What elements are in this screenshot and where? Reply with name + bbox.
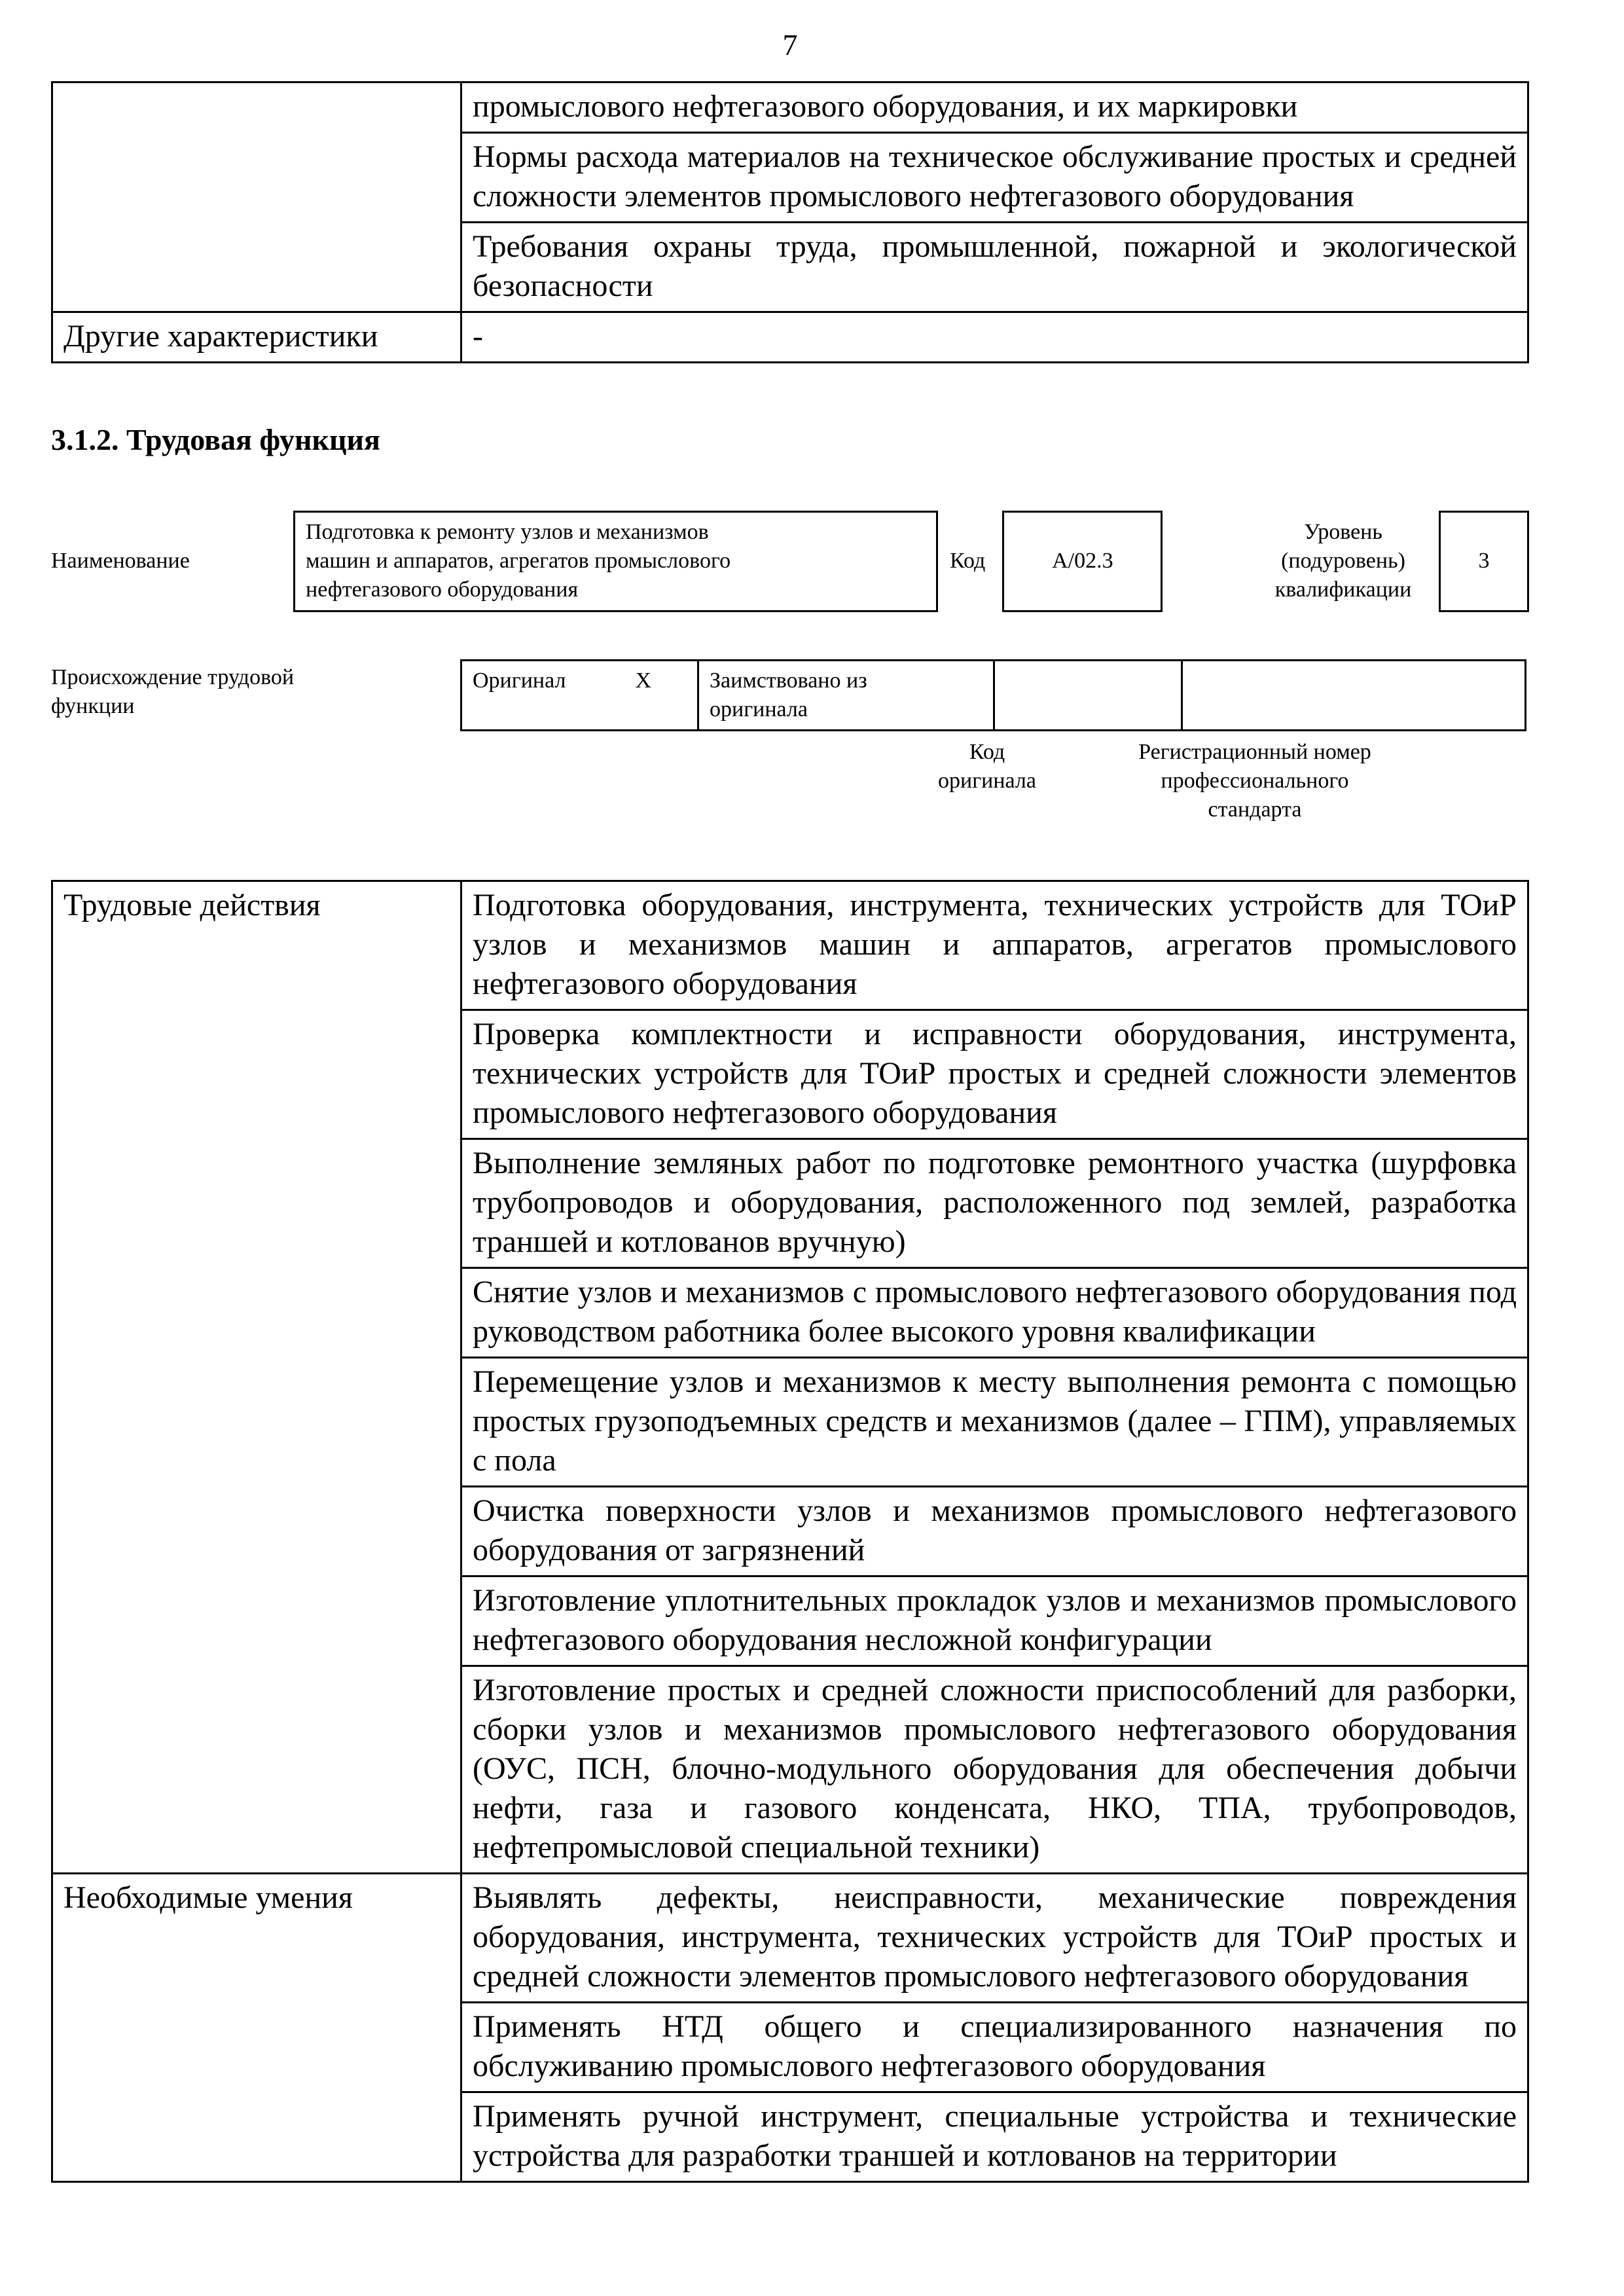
section-label-required-skills: Необходимые умения (52, 1873, 461, 2181)
table-cell: Проверка комплектности и исправности оборудования, инструмента, технических устройств для ТОиР простых и средней сложности элементов промыслового нефтегазового оборудования (461, 1010, 1528, 1139)
section-label-labor-actions: Трудовые действия (52, 881, 461, 1873)
table-cell: Снятие узлов и механизмов с промыслового нефтегазового оборудования под руководством работника более высокого уровня квалификации (461, 1267, 1528, 1357)
labor-function-table (51, 880, 1529, 2183)
function-name-box (293, 511, 938, 612)
table-cell: Изготовление уплотнительных прокладок узлов и механизмов промыслового нефтегазового оборудования несложной конфигурации (461, 1576, 1528, 1666)
function-name-value: Подготовка к ремонту узлов и механизмов машин и аппаратов, агрегатов промыслового нефтегазового оборудования (306, 520, 731, 602)
table-cell: Применять НТД общего и специализированного назначения по обслуживанию промыслового нефтегазового оборудования (461, 2002, 1528, 2092)
table-row (52, 1873, 1528, 2002)
origin-block (51, 659, 1529, 731)
origin-original-label: Оригинал (473, 668, 566, 693)
document-page (51, 26, 1529, 2183)
table-row (52, 312, 1528, 362)
origin-code-caption-text: Код оригинала (938, 739, 1036, 793)
row-label: Другие характеристики (52, 312, 461, 362)
table-cell: Применять ручной инструмент, специальные устройства и технические устройства для разработки траншей и котлованов на территории (461, 2092, 1528, 2181)
table-row (52, 881, 1528, 1010)
name-label: Наименование (51, 549, 190, 574)
code-label: Код (950, 549, 986, 574)
function-code-box (1002, 511, 1163, 612)
section-heading: 3.1.2. Трудовая функция (51, 422, 380, 456)
table-cell: Подготовка оборудования, инструмента, технических устройств для ТОиР узлов и механизмов машин и аппаратов, агрегатов промыслового нефтегазового оборудования (461, 881, 1528, 1010)
function-code-value: А/02.3 (1052, 549, 1113, 574)
table-cell: промыслового нефтегазового оборудования, и их маркировки (461, 82, 1528, 132)
origin-borrowed-box (697, 659, 995, 731)
table-cell: Выявлять дефекты, неисправности, механические повреждения оборудования, инструмента, технических устройств для ТОиР простых и средней сложности элементов промыслового нефтегазового оборудования (461, 1873, 1528, 2002)
origin-registration-caption-text: Регистрационный номер профессионального стандарта (1138, 739, 1371, 822)
table-cell: Требования охраны труда, промышленной, пожарной и экологической безопасности (461, 222, 1528, 312)
table-cell: Выполнение земляных работ по подготовке ремонтного участка (шурфовка трубопроводов и оборудования, расположенного под землей, разработка траншей и котлованов вручную) (461, 1139, 1528, 1267)
origin-borrowed-label: Заимствовано из оригинала (710, 668, 867, 721)
table-cell: Изготовление простых и средней сложности приспособлений для разборки, сборки узлов и механизмов промыслового нефтегазового оборудования (ОУС, ПСН, блочно-модульного оборудования для обеспечения добычи нефти, газа и газового конденсата, НКО, ТПА, трубопроводов, нефтепромысловой специальной техники) (461, 1666, 1528, 1873)
table-cell: Перемещение узлов и механизмов к месту выполнения ремонта с помощью простых грузоподъемных средств и механизмов (далее – ГПМ), управляемых с пола (461, 1357, 1528, 1486)
origin-label: Происхождение трудовой функции (51, 665, 295, 718)
origin-code-caption (892, 738, 1082, 825)
function-name-block (51, 511, 1529, 612)
other-characteristics-table (51, 81, 1529, 363)
table-cell: Нормы расхода материалов на техническое обслуживание простых и средней сложности элементов промыслового нефтегазового оборудования (461, 132, 1528, 222)
origin-original-box (460, 659, 699, 731)
level-value-box (1439, 511, 1529, 612)
origin-registration-box (1181, 659, 1526, 731)
page-number: 7 (782, 28, 798, 62)
table-cell: - (461, 312, 1528, 362)
origin-captions (51, 738, 1529, 825)
level-value: 3 (1478, 549, 1490, 574)
origin-original-mark: X (635, 668, 651, 693)
table-row (52, 82, 1528, 132)
table-cell: Очистка поверхности узлов и механизмов промыслового нефтегазового оборудования от загрязнений (461, 1486, 1528, 1576)
origin-registration-caption (1082, 738, 1428, 825)
level-label: Уровень (подуровень) квалификации (1274, 520, 1412, 602)
origin-code-box (993, 659, 1183, 731)
empty-left-cell (52, 82, 461, 312)
